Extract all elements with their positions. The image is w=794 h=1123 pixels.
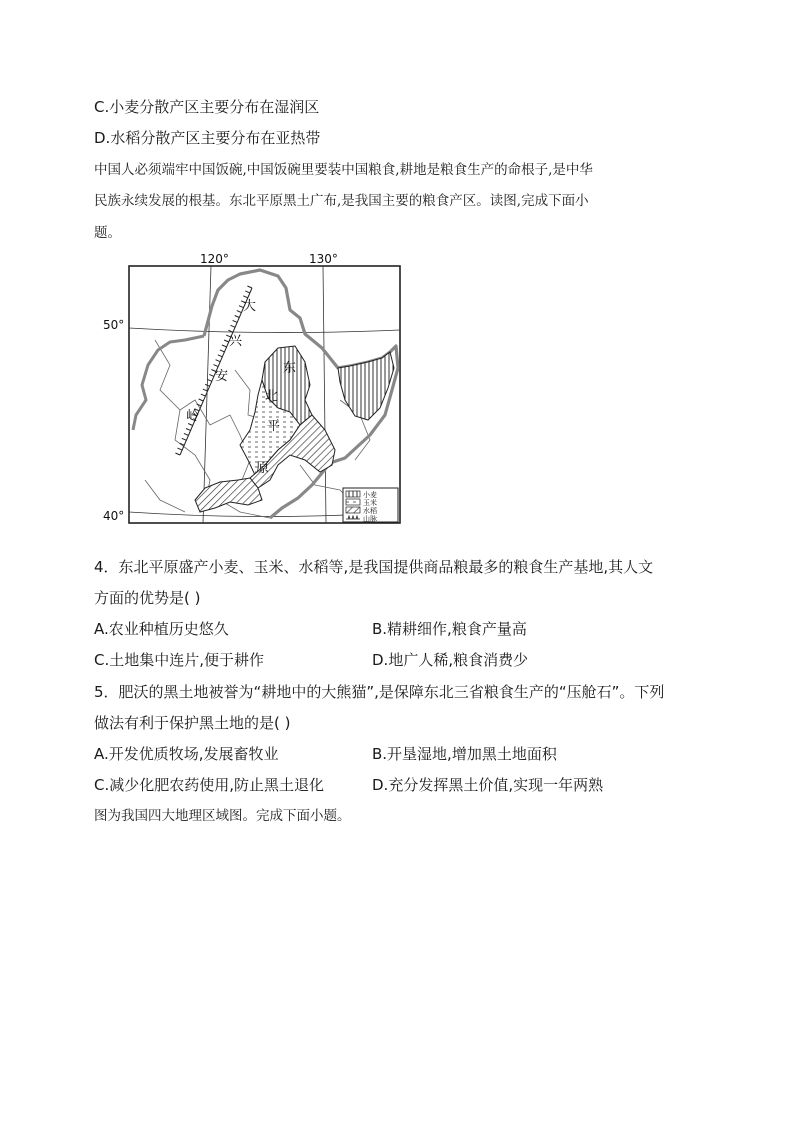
lon-label-130: 130° <box>309 252 338 266</box>
legend-corn-swatch <box>346 499 360 505</box>
northeast-plain-map <box>100 250 410 525</box>
mountain-label-1: 大 <box>243 299 257 314</box>
q5-stem-line-1: 5．肥沃的黑土地被誉为“耕地中的大熊猫”,是保障东北三省粮食生产的“压舱石”。下列 <box>94 683 665 701</box>
mountain-label-2: 兴 <box>229 334 243 349</box>
q4-option-c: C.土地集中连片,便于耕作 <box>94 651 265 669</box>
q4-stem-line-2: 方面的优势是( ) <box>94 589 201 607</box>
legend-wheat-label: 小麦 <box>363 491 377 499</box>
q4-stem-line-1: 4．东北平原盛产小麦、玉米、水稻等,是我国提供商品粮最多的粮食生产基地,其人文 <box>94 558 654 576</box>
legend-rice-label: 水稻 <box>363 507 377 515</box>
lon-label-120: 120° <box>200 252 229 266</box>
plain-label-4: 原 <box>256 461 270 476</box>
intro-line-2: 民族永续发展的根基。东北平原黑土广布,是我国主要的粮食产区。读图,完成下面小 <box>94 193 589 209</box>
q5-option-a: A.开发优质牧场,发展畜牧业 <box>94 745 279 763</box>
q4-option-a: A.农业种植历史悠久 <box>94 620 229 638</box>
lat-label-50: 50° <box>103 318 125 332</box>
legend-wheat-swatch <box>346 491 360 497</box>
plain-label-1: 东 <box>283 361 297 376</box>
legend-mountain-label: 山脉 <box>363 515 377 523</box>
legend-corn-label: 玉米 <box>363 499 377 507</box>
legend-rice-swatch <box>346 507 360 513</box>
plain-label-3: 平 <box>267 419 281 434</box>
q5-option-b: B.开垦湿地,增加黑土地面积 <box>372 745 557 763</box>
plain-label-2: 北 <box>265 389 279 404</box>
option-c-top: C.小麦分散产区主要分布在湿润区 <box>94 98 320 116</box>
lat-label-40: 40° <box>103 509 125 523</box>
q4-option-d: D.地广人稀,粮食消费少 <box>372 651 529 669</box>
option-d-top: D.水稻分散产区主要分布在亚热带 <box>94 129 321 147</box>
q5-option-d: D.充分发挥黑土价值,实现一年两熟 <box>372 776 604 794</box>
mountain-label-3: 安 <box>215 369 229 384</box>
mountain-label-4: 岭 <box>186 409 200 424</box>
intro-line-1: 中国人必须端牢中国饭碗,中国饭碗里要装中国粮食,耕地是粮食生产的命根子,是中华 <box>94 162 593 178</box>
q5-stem-line-2: 做法有利于保护黑土地的是( ) <box>94 714 291 732</box>
intro-line-3: 题。 <box>94 225 121 241</box>
q5-option-c: C.减少化肥农药使用,防止黑土退化 <box>94 776 325 794</box>
map-legend <box>343 488 398 523</box>
q4-option-b: B.精耕细作,粮食产量高 <box>372 620 527 638</box>
next-question-intro: 图为我国四大地理区域图。完成下面小题。 <box>94 808 351 824</box>
